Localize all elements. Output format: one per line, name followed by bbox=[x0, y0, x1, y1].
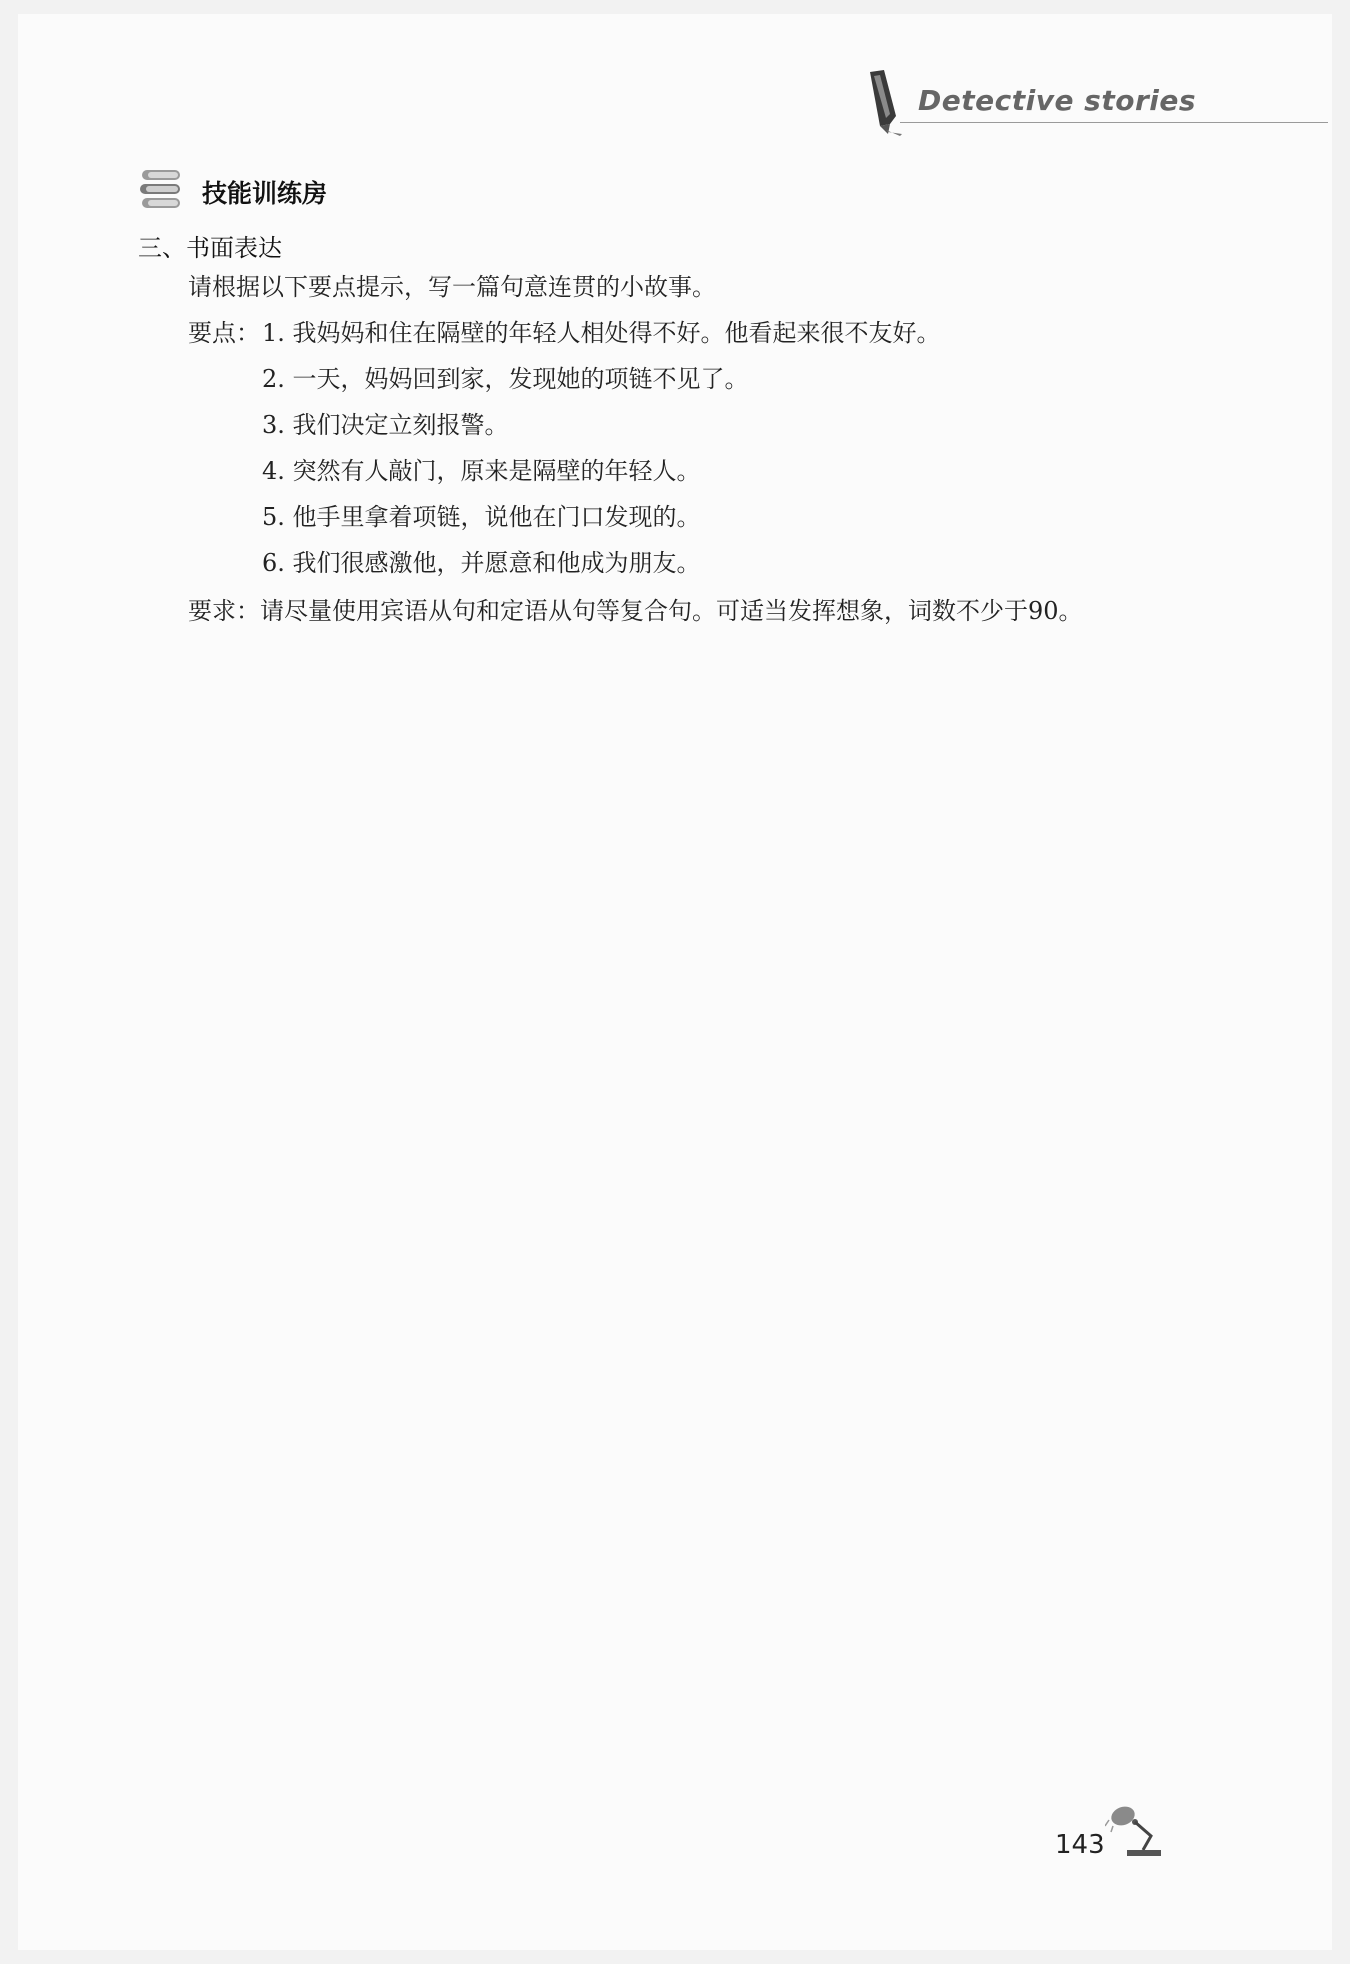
books-icon bbox=[138, 168, 184, 212]
instruction-text: 请根据以下要点提示，写一篇句意连贯的小故事。 bbox=[188, 273, 716, 301]
pen-icon bbox=[860, 68, 910, 138]
point-item-4: 4. 突然有人敲门，原来是隔壁的年轻人。 bbox=[262, 457, 701, 485]
header-title: Detective stories bbox=[918, 84, 1197, 117]
running-header bbox=[860, 68, 1330, 138]
desk-lamp-icon bbox=[1105, 1800, 1165, 1860]
requirement-text: 要求：请尽量使用宾语从句和定语从句等复合句。可适当发挥想象，词数不少于90。 bbox=[188, 597, 1083, 625]
point-item-5: 5. 他手里拿着项链，说他在门口发现的。 bbox=[262, 503, 701, 531]
point-item-6: 6. 我们很感激他，并愿意和他成为朋友。 bbox=[262, 549, 701, 577]
section-label: 技能训练房 bbox=[202, 179, 328, 208]
point-item-2: 2. 一天，妈妈回到家，发现她的项链不见了。 bbox=[262, 365, 749, 393]
page-number: 143 bbox=[1055, 1830, 1105, 1860]
page bbox=[18, 14, 1332, 1950]
point-item-1: 1. 我妈妈和住在隔壁的年轻人相处得不好。他看起来很不友好。 bbox=[262, 319, 941, 347]
points-label: 要点： bbox=[188, 319, 260, 347]
part-title: 三、书面表达 bbox=[138, 234, 282, 262]
point-item-3: 3. 我们决定立刻报警。 bbox=[262, 411, 509, 439]
header-rule bbox=[900, 122, 1328, 123]
section-heading bbox=[138, 168, 538, 214]
